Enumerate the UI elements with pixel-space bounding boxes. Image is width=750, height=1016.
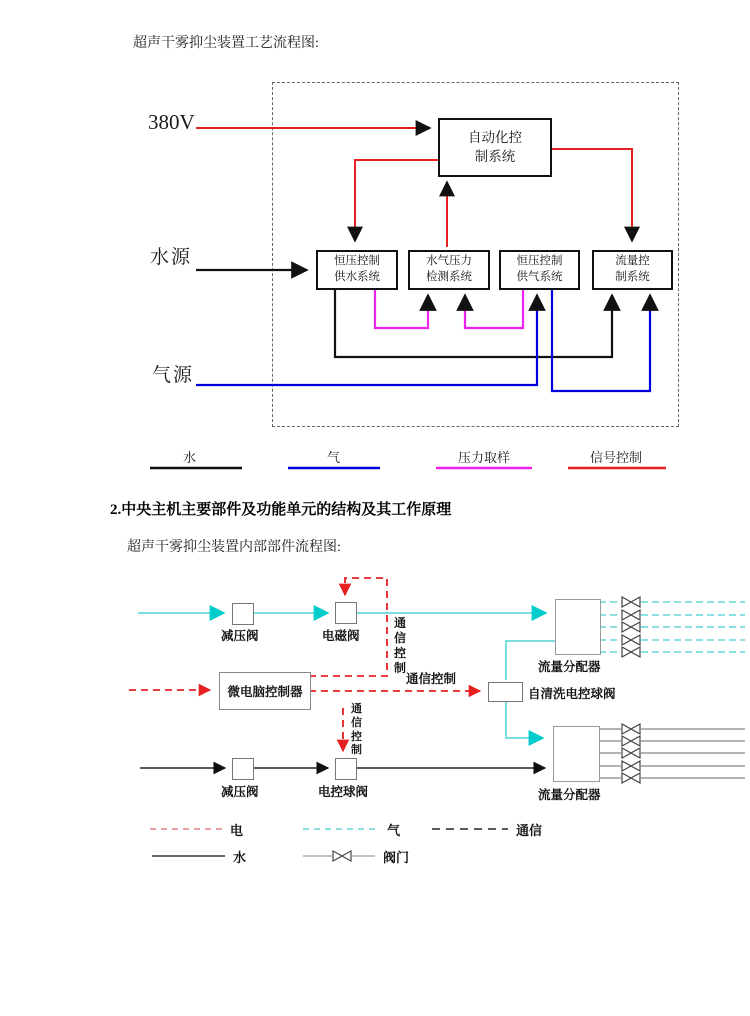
pressure-reducer-valve-bottom-box xyxy=(232,758,254,780)
legend1-signal-label: 信号控制 xyxy=(590,450,643,465)
valve-icons-top xyxy=(622,597,640,657)
solenoid-valve-label: 电磁阀 xyxy=(322,629,360,643)
section2-heading: 2.中央主机主要部件及功能单元的结构及其工作原理 xyxy=(110,502,452,518)
water-supply-line2: 供水系统 xyxy=(334,271,380,283)
flow-control-line2: 制系统 xyxy=(615,271,650,283)
comm-control-vertical-top-label: 通信控制 xyxy=(394,616,407,675)
pressure-reducer-valve-bottom-label: 减压阀 xyxy=(221,785,259,799)
microcomputer-controller-label: 微电脑控制器 xyxy=(227,685,303,699)
pressure-reducer-valve-top-label: 减压阀 xyxy=(221,629,259,643)
electric-control-lines xyxy=(129,578,480,751)
bottom-distributor-outputs xyxy=(599,729,745,778)
pressure-sampling-lines xyxy=(375,287,523,328)
water-supply-system-box xyxy=(316,250,398,290)
self-clean-ball-valve-box xyxy=(488,682,523,702)
legend1-water-label: 水 xyxy=(183,450,197,465)
gas-lines xyxy=(196,287,650,391)
pressure-reducer-valve-top-box xyxy=(232,603,254,625)
flow-control-line1: 流量控 xyxy=(615,255,650,268)
valve-icons-bottom xyxy=(622,724,640,783)
flow-distributor-bottom-label: 流量分配器 xyxy=(538,788,601,802)
flow-distributor-top-box xyxy=(555,599,601,655)
flow-distributor-top-label: 流量分配器 xyxy=(538,660,601,674)
self-clean-ball-valve-label: 自清洗电控球阀 xyxy=(528,687,616,701)
diagram1-title: 超声干雾抑尘装置工艺流程图: xyxy=(133,36,319,51)
automation-control-line1: 自动化控 xyxy=(468,130,522,146)
legend2-valve-label: 阀门 xyxy=(383,850,410,865)
legend2-water-label: 水 xyxy=(233,850,247,865)
legend2-electric-label: 电 xyxy=(230,823,244,838)
power-source-label: 380V xyxy=(148,110,195,134)
gas-supply-system-box xyxy=(499,250,580,290)
comm-control-horizontal-label: 通信控制 xyxy=(406,672,457,686)
automation-control-line2: 制系统 xyxy=(474,148,516,164)
signal-lines xyxy=(196,128,632,247)
legend2-lines xyxy=(150,829,508,861)
pressure-detect-line1: 水气压力 xyxy=(426,255,472,268)
legend2-air-label: 气 xyxy=(387,823,401,838)
pressure-detect-system-box xyxy=(408,250,490,290)
electric-ball-valve-box xyxy=(335,758,357,780)
gas-supply-line1: 恒压控制 xyxy=(516,255,563,268)
solenoid-valve-box xyxy=(335,602,357,624)
pressure-detect-line2: 检测系统 xyxy=(426,271,472,283)
automation-control-box xyxy=(438,118,552,177)
legend2-comm-label: 通信 xyxy=(516,823,543,838)
legend1-pressure-label: 压力取样 xyxy=(458,450,511,465)
microcomputer-controller-box xyxy=(219,672,311,710)
top-distributor-outputs xyxy=(599,602,745,652)
flow-control-system-box xyxy=(592,250,673,290)
diagram2-title: 超声干雾抑尘装置内部部件流程图: xyxy=(127,540,341,555)
gas-source-label: 气源 xyxy=(152,365,195,386)
flow-distributor-bottom-box xyxy=(553,726,600,782)
water-supply-line1: 恒压控制 xyxy=(334,255,380,268)
electric-ball-valve-label: 电控球阀 xyxy=(318,785,369,799)
water-source-label: 水源 xyxy=(150,247,193,268)
legend1-gas-label: 气 xyxy=(327,450,341,465)
comm-control-vertical-bottom-label: 通信控制 xyxy=(351,703,362,757)
gas-supply-line2: 供气系统 xyxy=(516,271,563,283)
